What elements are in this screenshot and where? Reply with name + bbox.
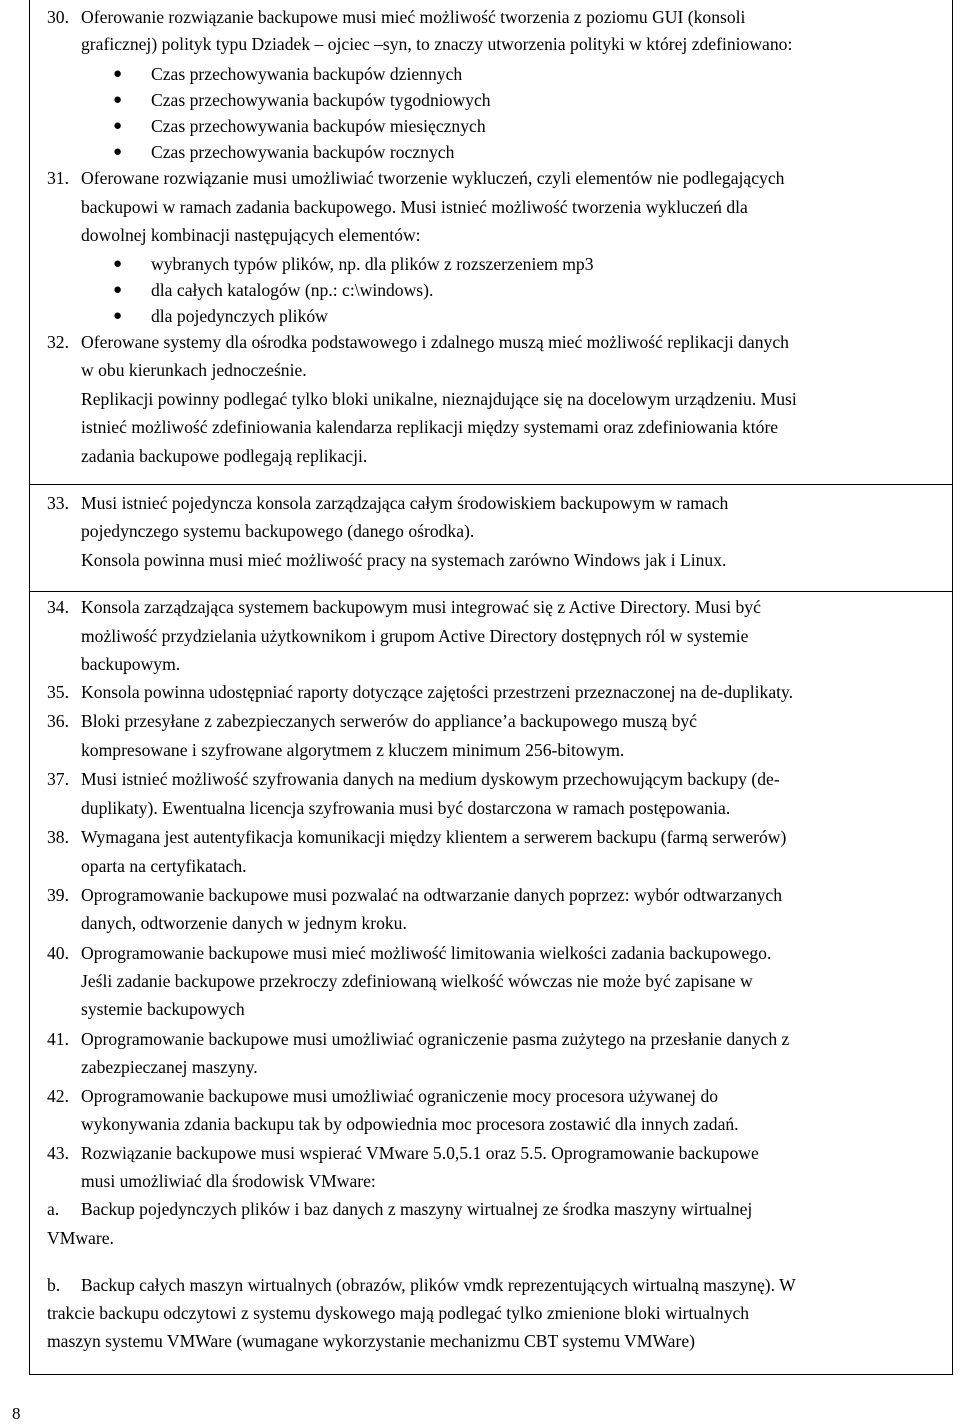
bullet-text: Czas przechowywania backupów rocznych [151, 142, 455, 162]
subitem-text: VMware. [47, 1228, 114, 1248]
item-text: backupowym. [81, 654, 181, 674]
subitem-label: b. [47, 1275, 61, 1295]
item-text: Musi istnieć możliwość szyfrowania danych na medium dyskowym przechowującym backupy (de- [81, 769, 780, 789]
bullet-text: Czas przechowywania backupów miesięcznych [151, 116, 486, 136]
item-number: 31. [47, 168, 69, 188]
row-divider [29, 591, 953, 592]
item-text: Konsola powinna musi mieć możliwość pracy na systemach zarówno Windows jak i Linux. [81, 550, 727, 570]
item-text: graficznej) polityk typu Dziadek – ojciec –syn, to znaczy utworzenia polityki w której zdefiniowano: [81, 34, 793, 54]
bullet-icon: ● [113, 144, 123, 160]
item-text: oparta na certyfikatach. [81, 856, 247, 876]
item-text: Konsola powinna udostępniać raporty dotyczące zajętości przestrzeni przeznaczonej na de-duplikaty. [81, 682, 794, 702]
bullet-icon: ● [113, 282, 123, 298]
item-text: Replikacji powinny podlegać tylko bloki unikalne, nieznajdujące się na docelowym urządzeniu. Musi [81, 389, 797, 409]
item-number: 35. [47, 682, 69, 702]
row-divider [29, 484, 953, 485]
subitem-text: Backup całych maszyn wirtualnych (obrazów, plików vmdk reprezentujących wirtualną maszynę). W [81, 1275, 796, 1295]
item-text: w obu kierunkach jednocześnie. [81, 360, 307, 380]
page-number: 8 [12, 1404, 21, 1423]
item-text: Oferowane rozwiązanie musi umożliwiać tworzenie wykluczeń, czyli elementów nie podlegających [81, 168, 785, 188]
subitem-text: maszyn systemu VMWare (wumagane wykorzystanie mechanizmu CBT systemu VMWare) [47, 1331, 695, 1351]
bullet-icon: ● [113, 118, 123, 134]
item-text: duplikaty). Ewentualna licencja szyfrowania musi być dostarczona w ramach postępowania. [81, 798, 731, 818]
item-text: możliwość przydzielania użytkownikom i grupom Active Directory dostępnych ról w systemie [81, 626, 749, 646]
item-text: Rozwiązanie backupowe musi wspierać VMware 5.0,5.1 oraz 5.5. Oprogramowanie backupowe [81, 1143, 759, 1163]
item-text: Oprogramowanie backupowe musi mieć możliwość limitowania wielkości zadania backupowego. [81, 943, 772, 963]
item-text: wykonywania zdania backupu tak by odpowiednia moc procesora zostawić dla innych zadań. [81, 1114, 739, 1134]
item-number: 32. [47, 332, 69, 352]
item-number: 43. [47, 1143, 69, 1163]
item-text: zadania backupowe podlegają replikacji. [81, 446, 368, 466]
subitem-text: trakcie backupu odczytowi z systemu dyskowego mają podlegać tylko zmienione bloki wirtualnych [47, 1303, 750, 1323]
item-text: pojedynczego systemu backupowego (danego ośrodka). [81, 521, 475, 541]
item-number: 38. [47, 827, 69, 847]
item-text: backupowi w ramach zadania backupowego. Musi istnieć możliwość tworzenia wykluczeń dla [81, 197, 748, 217]
item-text: danych, odtworzenie danych w jednym kroku. [81, 913, 407, 933]
item-text: istnieć możliwość zdefiniowania kalendarza replikacji między systemami oraz zdefiniowania które [81, 417, 779, 437]
item-text: Musi istnieć pojedyncza konsola zarządzająca całym środowiskiem backupowym w ramach [81, 493, 729, 513]
item-number: 41. [47, 1029, 69, 1049]
item-number: 34. [47, 597, 69, 617]
item-text: dowolnej kombinacji następujących elementów: [81, 225, 421, 245]
item-text: Oferowane systemy dla ośrodka podstawowego i zdalnego muszą mieć możliwość replikacji danych [81, 332, 789, 352]
bullet-text: Czas przechowywania backupów tygodniowych [151, 90, 491, 110]
bullet-icon: ● [113, 308, 123, 324]
item-text: Konsola zarządzająca systemem backupowym musi integrować się z Active Directory. Musi być [81, 597, 761, 617]
item-text: Bloki przesyłane z zabezpieczanych serwerów do appliance’a backupowego muszą być [81, 711, 697, 731]
bullet-icon: ● [113, 92, 123, 108]
item-text: Oprogramowanie backupowe musi umożliwiać ograniczenie pasma zużytego na przesłanie danych z [81, 1029, 790, 1049]
item-number: 36. [47, 711, 69, 731]
bullet-icon: ● [113, 66, 123, 82]
bullet-text: dla całych katalogów (np.: c:\windows). [151, 280, 434, 300]
item-text: Oferowanie rozwiązanie backupowe musi mieć możliwość tworzenia z poziomu GUI (konsoli [81, 7, 746, 27]
item-text: musi umożliwiać dla środowisk VMware: [81, 1171, 376, 1191]
item-text: systemie backupowych [81, 999, 245, 1019]
item-text: zabezpieczanej maszyny. [81, 1057, 258, 1077]
bullet-text: wybranych typów plików, np. dla plików z rozszerzeniem mp3 [151, 254, 594, 274]
item-text: Oprogramowanie backupowe musi pozwalać na odtwarzanie danych poprzez: wybór odtwarzanych [81, 885, 783, 905]
bullet-text: dla pojedynczych plików [151, 306, 328, 326]
item-number: 40. [47, 943, 69, 963]
item-text: Wymagana jest autentyfikacja komunikacji między klientem a serwerem backupu (farmą serwerów) [81, 827, 787, 847]
subitem-label: a. [47, 1199, 60, 1219]
item-text: Oprogramowanie backupowe musi umożliwiać ograniczenie mocy procesora używanej do [81, 1086, 719, 1106]
item-text: kompresowane i szyfrowane algorytmem z kluczem minimum 256-bitowym. [81, 740, 625, 760]
item-number: 39. [47, 885, 69, 905]
bullet-text: Czas przechowywania backupów dziennych [151, 64, 463, 84]
item-text: Jeśli zadanie backupowe przekroczy zdefiniowaną wielkość wówczas nie może być zapisane w [81, 971, 753, 991]
item-number: 37. [47, 769, 69, 789]
subitem-text: Backup pojedynczych plików i baz danych z maszyny wirtualnej ze środka maszyny wirtualnej [81, 1199, 753, 1219]
bullet-icon: ● [113, 256, 123, 272]
item-number: 33. [47, 493, 69, 513]
item-number: 42. [47, 1086, 69, 1106]
item-number: 30. [47, 7, 69, 27]
